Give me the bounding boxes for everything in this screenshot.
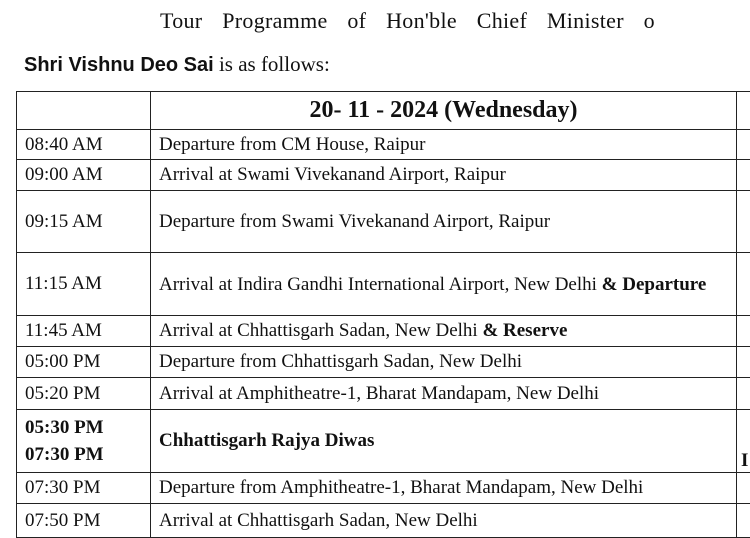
row-description <box>151 130 737 160</box>
row-description-text: Departure from Amphitheatre-1, Bharat Mandapam, New Delhi <box>159 477 644 498</box>
row-description <box>151 253 737 316</box>
row-description <box>151 347 737 378</box>
row-description-text: Arrival at Chhattisgarh Sadan, New Delhi <box>159 320 483 341</box>
row-extra <box>737 347 750 378</box>
chief-minister-name: Shri Vishnu Deo Sai <box>24 54 214 76</box>
row-extra <box>737 504 750 538</box>
row-description-bold: & Departure <box>601 273 707 295</box>
row-extra <box>737 378 750 410</box>
row-description <box>151 410 737 473</box>
row-extra <box>737 253 750 316</box>
row-description-text: Departure from Swami Vivekanand Airport, Raipur <box>159 210 551 232</box>
row-description-text: Arrival at Amphitheatre-1, Bharat Mandapam, New Delhi <box>159 382 600 404</box>
table-header-row <box>17 92 750 130</box>
row-extra: I <box>737 410 750 473</box>
table-row <box>17 347 750 378</box>
intro-line-2-rest: is as follows: <box>213 52 330 76</box>
row-description-text: Chhattisgarh Rajya Diwas <box>159 430 375 451</box>
row-extra <box>737 130 750 160</box>
row-time: 07:30 PM <box>17 473 151 504</box>
header-extra-cell <box>737 92 750 130</box>
row-time: 09:00 AM <box>17 160 151 191</box>
table-row <box>17 504 750 538</box>
row-time-end: 07:30 PM <box>25 444 104 465</box>
row-time: 08:40 AM <box>17 130 151 160</box>
row-time: 09:15 AM <box>17 191 151 253</box>
row-time: 05:00 PM <box>17 347 151 378</box>
table-row <box>17 253 750 316</box>
row-description-text: Departure from CM House, Raipur <box>159 133 426 155</box>
row-extra <box>737 473 750 504</box>
row-time: 11:15 AM <box>17 253 151 316</box>
row-description-text: Arrival at Swami Vivekanand Airport, Raipur <box>159 164 506 185</box>
row-description-text: Arrival at Chhattisgarh Sadan, New Delhi <box>159 509 478 531</box>
row-time: 07:50 PM <box>17 504 151 538</box>
intro-line-2 <box>24 52 330 77</box>
row-time <box>17 410 151 473</box>
row-description <box>151 504 737 538</box>
row-description-text: Departure from Chhattisgarh Sadan, New Delhi <box>159 351 523 372</box>
row-description <box>151 473 737 504</box>
row-description <box>151 378 737 410</box>
row-time: 11:45 AM <box>17 316 151 347</box>
row-time: 05:20 PM <box>17 378 151 410</box>
date-header: 20- 11 - 2024 (Wednesday) <box>151 92 737 130</box>
table-row <box>17 316 750 347</box>
table-row <box>17 473 750 504</box>
header-empty-cell <box>17 92 151 130</box>
row-description <box>151 316 737 347</box>
row-extra <box>737 191 750 253</box>
row-description-bold: & Reserve <box>482 320 568 341</box>
table-row <box>17 191 750 253</box>
table-row <box>17 410 750 473</box>
row-description-text: Arrival at Indira Gandhi International Airport, New Delhi <box>159 273 602 295</box>
table-row <box>17 130 750 160</box>
row-extra <box>737 316 750 347</box>
row-description <box>151 160 737 191</box>
intro-line-1: Tour Programme of Hon'ble Chief Minister o <box>160 8 655 33</box>
row-extra <box>737 160 750 191</box>
table-row <box>17 378 750 410</box>
table-row <box>17 160 750 191</box>
row-time-start: 05:30 PM <box>25 417 104 438</box>
row-description <box>151 191 737 253</box>
tour-schedule-table <box>16 91 750 538</box>
